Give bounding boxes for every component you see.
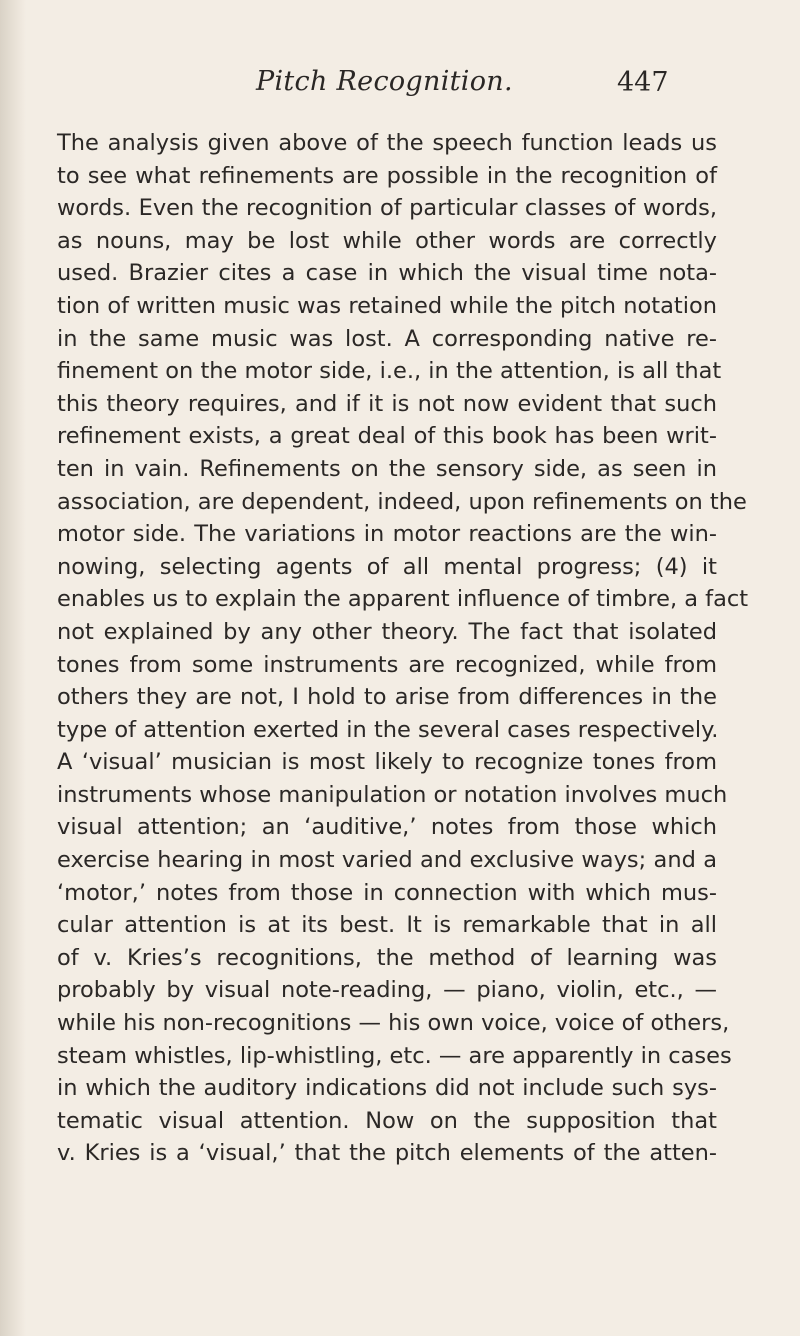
text-line: others they are not, I hold to arise from differences in the [57, 684, 717, 711]
text-line: finement on the motor side, i.e., in the attention, is all that [57, 358, 722, 385]
text-line: in the same music was lost. A corresponding native re- [57, 325, 717, 352]
text-line: v. Kries is a ‘visual,’ that the pitch elements of the atten- [57, 1140, 717, 1167]
text-line: not explained by any other theory. The fact that isolated [57, 618, 717, 645]
text-line: exercise hearing in most varied and exclusive ways; and a [57, 847, 717, 874]
page-gutter-shadow [0, 0, 26, 1336]
page-header [0, 66, 800, 110]
text-line: visual attention; an ‘auditive,’ notes from those which [57, 814, 717, 841]
text-line: nowing, selecting agents of all mental progress; (4) it [57, 553, 717, 580]
text-line: as nouns, may be lost while other words are correctly [57, 227, 717, 254]
text-line: to see what refinements are possible in the recognition of [57, 162, 717, 189]
text-line: steam whistles, lip-whistling, etc. — are apparently in cases [57, 1042, 732, 1069]
text-line: association, are dependent, indeed, upon refinements on the [57, 488, 747, 515]
text-line: refinement exists, a great deal of this book has been writ- [57, 423, 717, 450]
text-line: probably by visual note-reading, — piano, violin, etc., — [57, 977, 717, 1004]
text-line: this theory requires, and if it is not now evident that such [57, 390, 717, 417]
page-number: 447 [617, 67, 669, 98]
text-line: The analysis given above of the speech function leads us [57, 130, 717, 156]
text-line: instruments whose manipulation or notation involves much [57, 781, 728, 808]
text-line: cular attention is at its best. It is remarkable that in all [57, 912, 717, 939]
text-line: while his non-recognitions — his own voice, voice of others, [57, 1010, 730, 1037]
text-line: tion of written music was retained while the pitch notation [57, 292, 717, 319]
text-line: type of attention exerted in the several cases respectively. [57, 716, 719, 743]
text-line: of v. Kries’s recognitions, the method of learning was [57, 944, 717, 971]
text-line: words. Even the recognition of particular classes of words, [57, 195, 717, 222]
text-line: in which the auditory indications did not include such sys- [57, 1075, 717, 1102]
text-line: ‘motor,’ notes from those in connection with which mus- [57, 879, 717, 906]
text-line: used. Brazier cites a case in which the visual time nota- [57, 260, 717, 287]
body-text [57, 127, 749, 1170]
running-title: Pitch Recognition. [256, 66, 513, 97]
text-line: ten in vain. Refinements on the sensory side, as seen in [57, 455, 717, 482]
text-line: tematic visual attention. Now on the supposition that [57, 1107, 717, 1134]
text-line: motor side. The variations in motor reactions are the win- [57, 521, 717, 548]
text-line: tones from some instruments are recognized, while from [57, 651, 717, 678]
text-line: enables us to explain the apparent influence of timbre, a fact [57, 586, 749, 613]
text-line: A ‘visual’ musician is most likely to recognize tones from [57, 749, 717, 776]
